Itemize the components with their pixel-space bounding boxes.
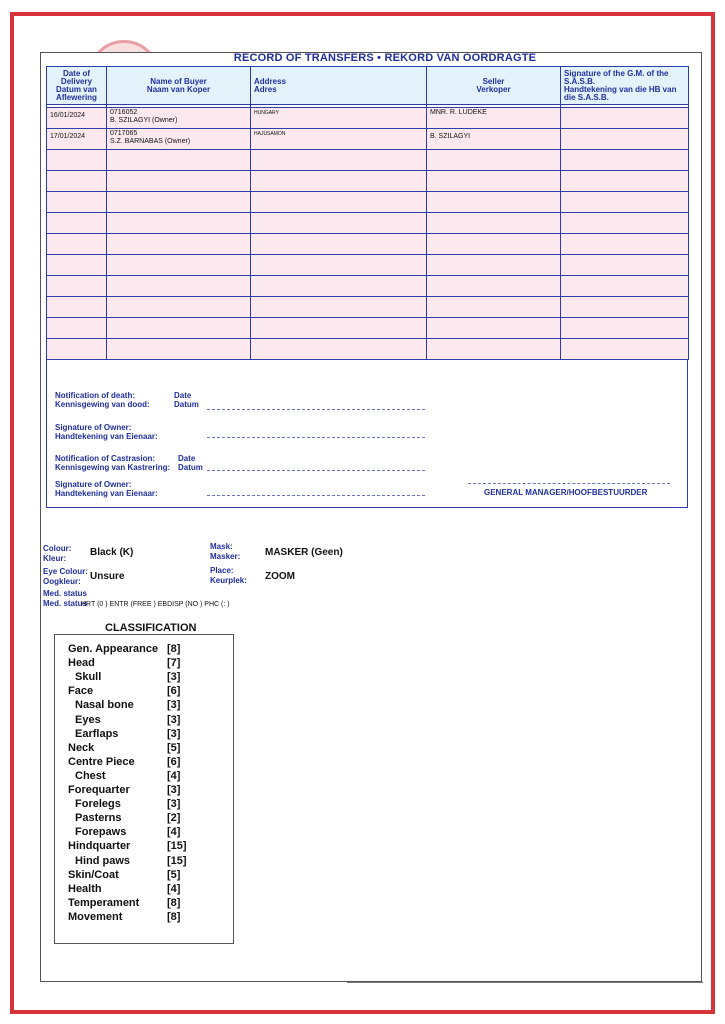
title-af: REKORD VAN OORDRAGTE: [384, 52, 537, 64]
classification-item-name: Forelegs: [75, 798, 121, 811]
med-status-label-1: Med. status: [43, 589, 88, 598]
cell-signature: [561, 129, 689, 150]
cell-buyer: 0717065 S.Z. BARNABAS (Owner): [107, 129, 251, 150]
cell-date: 17/01/2024: [47, 129, 107, 150]
classification-item-score: [15]: [167, 840, 187, 853]
classification-title: CLASSIFICATION: [105, 622, 197, 634]
classification-item-name: Skin/Coat: [68, 868, 119, 881]
table-row-empty: [47, 297, 689, 318]
cell-date: 16/01/2024: [47, 108, 107, 129]
table-row-empty: [47, 318, 689, 339]
castration-date-line[interactable]: [207, 470, 425, 471]
classification-item-name: Forequarter: [68, 784, 130, 796]
classification-item-score: [7]: [167, 657, 181, 670]
classification-item-name: Gen. Appearance: [68, 643, 159, 655]
classification-item-score: [15]: [167, 854, 187, 867]
classification-item-name: Centre Piece: [68, 755, 135, 768]
classification-item-name: Forepaws: [75, 826, 127, 839]
classification-item-name: Skull: [75, 671, 102, 684]
header-signature: Signature of the G.M. of the S.A.S.B. Handtekening van die HB van die S.A.S.B.: [561, 67, 689, 105]
castration-label: Notification of Castrasion: Kennisgewing van Kastrering:: [55, 454, 171, 472]
classification-box: [54, 634, 234, 944]
cell-seller: MNR. R. LUDEKE: [427, 108, 561, 129]
classification-item-name: Neck: [68, 741, 95, 754]
table-row: [47, 129, 689, 150]
classification-item-name: Head: [68, 657, 95, 670]
header-date: Date of Delivery Datum van Aflewering: [47, 67, 107, 105]
classification-item-name: Earflaps: [75, 727, 119, 740]
gm-label: GENERAL MANAGER/HOOFBESTUURDER: [484, 488, 648, 497]
classification-item-score: [4]: [167, 882, 181, 895]
cell-seller: B. SZILAGYI: [427, 129, 561, 150]
colour-label: Colour: Kleur:: [43, 544, 72, 563]
classification-item-score: [5]: [167, 868, 181, 881]
classification-item-score: [5]: [167, 741, 181, 754]
classification-item-score: [3]: [167, 671, 181, 684]
classification-item-score: [3]: [167, 713, 181, 726]
classification-item-name: Face: [68, 685, 94, 698]
bottom-rule: [347, 982, 703, 983]
classification-item-score: [8]: [167, 643, 181, 655]
classification-item-name: Temperament: [68, 896, 140, 909]
colour-value: Black (K): [90, 547, 134, 558]
classification-item-score: [4]: [167, 826, 181, 839]
classification-item-name: Nasal bone: [75, 699, 134, 712]
classification-item-name: Pasterns: [75, 812, 122, 825]
table-row-empty: [47, 213, 689, 234]
place-label: Place: Keurplek:: [210, 566, 247, 585]
table-row-empty: [47, 339, 689, 360]
classification-item-score: [3]: [167, 727, 181, 740]
med-status-label-2: Med. status: [43, 599, 88, 608]
page-title: [40, 52, 725, 64]
header-seller: Seller Verkoper: [427, 67, 561, 105]
classification-item-score: [3]: [167, 784, 181, 796]
cell-buyer: 0716052 B. SZILAGYI (Owner): [107, 108, 251, 129]
gm-signature-line[interactable]: [468, 483, 670, 484]
table-row-empty: [47, 150, 689, 171]
cell-address: HUNGARY: [251, 108, 427, 129]
classification-item-score: [6]: [167, 755, 181, 768]
classification-item-name: Movement: [68, 910, 123, 923]
table-row-empty: [47, 234, 689, 255]
table-row-empty: [47, 276, 689, 297]
transfers-table: [46, 66, 689, 360]
place-value: ZOOM: [265, 571, 295, 582]
mask-label: Mask: Masker:: [210, 542, 241, 561]
classification-item-score: [3]: [167, 699, 181, 712]
owner-signature-label-2: Signature of Owner: Handtekening van Eienaar:: [55, 480, 158, 498]
title-en: RECORD OF TRANSFERS: [233, 52, 374, 64]
classification-item-name: Chest: [75, 769, 106, 782]
classification-item-name: Health: [68, 882, 102, 895]
header-buyer: Name of Buyer Naam van Koper: [107, 67, 251, 105]
classification-item-score: [4]: [167, 769, 181, 782]
classification-item-score: [6]: [167, 685, 181, 698]
table-row-empty: [47, 192, 689, 213]
table-header-row: [47, 67, 689, 105]
owner-signature-line-2[interactable]: [207, 495, 425, 496]
header-address: Address Adres: [251, 67, 427, 105]
cell-address: HAJUSAMON: [251, 129, 427, 150]
table-row: [47, 108, 689, 129]
owner-signature-line-1[interactable]: [207, 437, 425, 438]
death-date-label: Date Datum: [174, 391, 199, 409]
eye-colour-label: Eye Colour: Oogkleur:: [43, 567, 88, 586]
table-row-empty: [47, 171, 689, 192]
castration-date-label: Date Datum: [178, 454, 203, 472]
table-row-empty: [47, 255, 689, 276]
death-date-line[interactable]: [207, 409, 425, 410]
classification-item-score: [3]: [167, 798, 181, 811]
classification-item-score: [2]: [167, 812, 181, 825]
classification-item-name: Hind paws: [75, 854, 131, 867]
owner-signature-label-1: Signature of Owner: Handtekening van Eienaar:: [55, 423, 158, 441]
classification-item-score: [8]: [167, 910, 181, 923]
cell-signature: [561, 108, 689, 129]
title-separator: •: [377, 52, 382, 64]
classification-item-name: Hindquarter: [68, 840, 131, 853]
death-label: Notification of death: Kennisgewing van dood:: [55, 391, 150, 409]
eye-colour-value: Unsure: [90, 571, 125, 582]
classification-item-name: Eyes: [75, 713, 101, 726]
mask-value: MASKER (Geen): [265, 547, 343, 558]
med-status-value: HRT (0 ) ENTR (FREE ) EBDISP (NO ) PHC (: ): [81, 601, 230, 608]
classification-item-score: [8]: [167, 896, 181, 909]
